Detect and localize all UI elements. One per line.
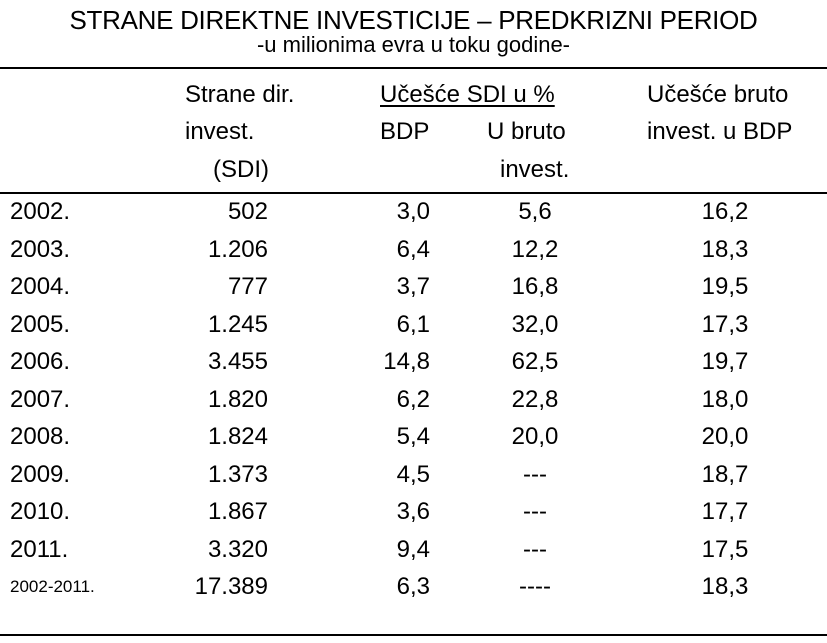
cell-year: 2007. — [10, 385, 71, 413]
cell-sdi: 1.820 — [207, 385, 268, 413]
cell-year: 2002. — [10, 198, 71, 225]
header-rule — [0, 192, 827, 194]
cell-sdi: 777 — [227, 273, 268, 300]
header-bruto-line2: invest. u BDP — [647, 118, 793, 145]
cell-bdp: 3,7 — [396, 273, 430, 300]
header-bdp: BDP — [380, 118, 430, 145]
cell-bruto: 16,2 — [701, 198, 749, 225]
header-gross-line2: invest. — [500, 156, 570, 183]
cell-bruto: 18,3 — [701, 235, 749, 263]
cell-bdp: 14,8 — [383, 348, 430, 375]
cell-year: 2011. — [10, 535, 69, 563]
cell-bruto: 17,3 — [701, 310, 749, 338]
header-sdi-line1: Strane dir. — [185, 81, 295, 108]
cell-sdi: 1.373 — [207, 460, 268, 488]
header-sdi-line2: invest. — [185, 118, 255, 145]
cell-bdp: 9,4 — [396, 535, 430, 563]
cell-year: 2006. — [10, 348, 71, 375]
top-rule — [0, 67, 827, 69]
cell-bdp: 6,1 — [396, 310, 430, 338]
cell-sdi: 1.867 — [207, 498, 268, 525]
header-share-group: Učešće SDI u % — [380, 81, 555, 108]
cell-bdp: 3,6 — [396, 498, 430, 525]
header-sdi-line3: (SDI) — [213, 156, 269, 183]
cell-gross: ---- — [519, 573, 551, 600]
cell-sdi: 3.320 — [207, 535, 268, 563]
cell-bruto: 19,7 — [701, 348, 749, 375]
bottom-rule — [0, 634, 827, 636]
cell-gross: --- — [523, 535, 547, 563]
cell-bruto: 18,7 — [701, 460, 749, 488]
header-gross-line1: U bruto — [487, 118, 566, 145]
page-subtitle: -u milionima evra u toku godine- — [256, 32, 571, 57]
cell-bdp: 4,5 — [396, 460, 430, 488]
cell-gross: 16,8 — [511, 273, 559, 300]
cell-sdi: 1.824 — [207, 423, 268, 450]
cell-bdp: 6,3 — [396, 573, 430, 600]
cell-bruto: 19,5 — [701, 273, 749, 300]
page-title: STRANE DIREKTNE INVESTICIJE – PREDKRIZNI PERIOD — [69, 5, 758, 35]
cell-gross: 22,8 — [511, 385, 559, 413]
cell-bruto: 17,5 — [701, 535, 749, 563]
cell-year: 2004. — [10, 273, 71, 300]
cell-bruto: 20,0 — [701, 423, 749, 450]
cell-gross: --- — [523, 460, 547, 488]
cell-bdp: 6,2 — [396, 385, 430, 413]
cell-sdi: 1.206 — [207, 235, 268, 263]
cell-year: 2002-2011. — [10, 577, 95, 596]
cell-gross: 32,0 — [511, 310, 559, 338]
cell-gross: 5,6 — [518, 198, 552, 225]
cell-gross: --- — [523, 498, 547, 525]
cell-bruto: 17,7 — [701, 498, 749, 525]
header-bruto-line1: Učešće bruto — [647, 81, 789, 108]
cell-year: 2003. — [10, 235, 71, 263]
cell-bdp: 3,0 — [396, 198, 430, 225]
cell-bdp: 6,4 — [396, 235, 430, 263]
cell-bdp: 5,4 — [396, 423, 430, 450]
cell-sdi: 17.389 — [194, 573, 268, 600]
cell-sdi: 1.245 — [207, 310, 268, 338]
cell-sdi: 3.455 — [207, 348, 268, 375]
cell-gross: 62,5 — [511, 348, 559, 375]
cell-gross: 12,2 — [511, 235, 559, 263]
cell-gross: 20,0 — [511, 423, 559, 450]
cell-bruto: 18,0 — [701, 385, 749, 413]
cell-year: 2010. — [10, 498, 71, 525]
cell-sdi: 502 — [227, 198, 268, 225]
cell-year: 2008. — [10, 423, 71, 450]
cell-bruto: 18,3 — [701, 573, 749, 600]
cell-year: 2009. — [10, 460, 71, 488]
cell-year: 2005. — [10, 310, 71, 338]
